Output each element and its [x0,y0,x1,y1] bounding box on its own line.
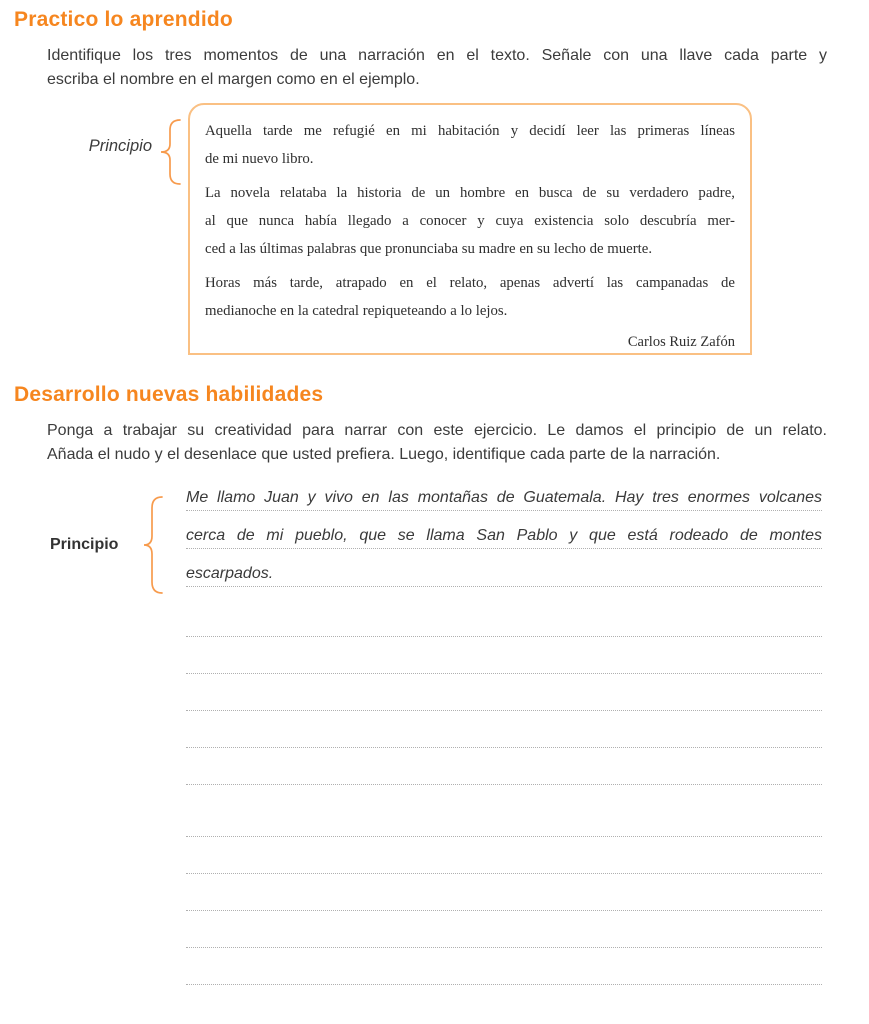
handwriting-text: cerca de mi pueblo, que se llama San Pablo y que está rodeado de montes [186,527,822,544]
margin-label-principio: Principio [50,536,119,553]
excerpt-line: de mi nuevo libro. [205,151,314,167]
handwriting-text: Me llamo Juan y vivo en las montañas de Guatemala. Hay tres enormes volcanes [186,489,822,506]
writing-line [186,836,822,837]
handwriting-line [186,515,822,549]
section2-heading: Desarrollo nuevas habilidades [14,383,324,406]
excerpt-paragraph [205,117,735,173]
excerpt-box [188,103,752,355]
excerpt-line: ced a las últimas palabras que pronunciaba su madre en su lecho de muerte. [205,241,653,257]
instruction-line: Ponga a trabajar su creatividad para narrar con este ejercicio. Le damos el principio de un relato. [47,422,827,439]
writing-line [186,984,822,985]
writing-line [186,910,822,911]
curly-brace-icon [156,118,184,186]
excerpt-attribution: Carlos Ruiz Zafón [627,334,735,350]
writing-line [186,710,822,711]
instruction-line: escriba el nombre en el margen como en el ejemplo. [47,71,420,88]
excerpt-line: Horas más tarde, atrapado en el relato, apenas advertí las campanadas de [205,275,735,291]
section1-heading: Practico lo aprendido [14,8,233,31]
excerpt-paragraph [205,269,735,325]
excerpt-paragraph [205,179,735,263]
excerpt-line: al que nunca había llegado a conocer y cuya existencia solo descubría mer- [205,213,735,229]
instruction-line: Identifique los tres momentos de una narración en el texto. Señale con una llave cada parte y [47,47,827,64]
section1-instruction [47,44,827,92]
margin-label-principio-example: Principio [88,137,152,155]
writing-line [186,784,822,785]
handwriting-line [186,477,822,511]
writing-line [186,673,822,674]
writing-line [186,947,822,948]
instruction-line: Añada el nudo y el desenlace que usted prefiera. Luego, identifique cada parte de la narración. [47,446,721,463]
excerpt-line: medianoche en la catedral repiqueteando a lo lejos. [205,303,508,319]
handwriting-text: escarpados. [186,565,274,582]
excerpt-line: Aquella tarde me refugié en mi habitación y decidí leer las primeras líneas [205,123,735,139]
curly-brace-icon [142,495,166,595]
handwriting-line [186,553,822,587]
writing-line [186,636,822,637]
writing-line [186,747,822,748]
writing-line [186,873,822,874]
section2-instruction [47,419,827,467]
excerpt-line: La novela relataba la historia de un hombre en busca de su verdadero padre, [205,185,735,201]
